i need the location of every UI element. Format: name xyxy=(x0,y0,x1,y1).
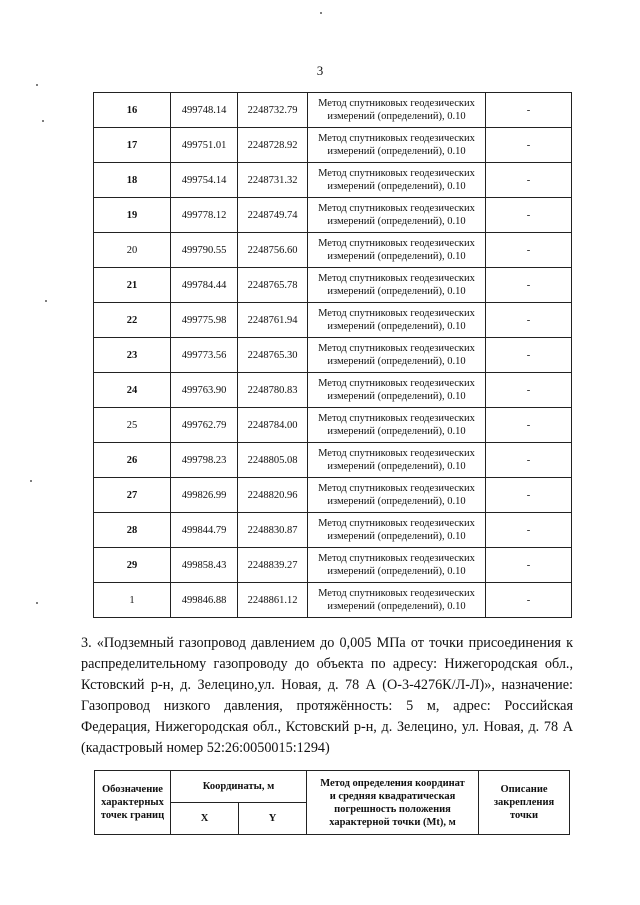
method-line2: измерений (определений), 0.10 xyxy=(327,321,466,332)
x-coordinate-cell: 499798.23 xyxy=(171,443,238,478)
next-table-header xyxy=(94,770,570,835)
method-cell xyxy=(308,198,486,233)
y-coordinate-cell: 2248830.87 xyxy=(238,513,308,548)
y-coordinate-cell: 2248731.32 xyxy=(238,163,308,198)
header-method-line1: Метод определения координат xyxy=(320,777,465,789)
method-line1: Метод спутниковых геодезических xyxy=(318,168,475,179)
method-line1: Метод спутниковых геодезических xyxy=(318,448,475,459)
description-cell: - xyxy=(486,373,572,408)
point-id-cell: 18 xyxy=(94,163,171,198)
y-coordinate-cell: 2248765.78 xyxy=(238,268,308,303)
x-coordinate-cell: 499773.56 xyxy=(171,338,238,373)
method-line1: Метод спутниковых геодезических xyxy=(318,378,475,389)
table-row xyxy=(94,128,572,163)
header-x: X xyxy=(171,803,239,835)
method-line1: Метод спутниковых геодезических xyxy=(318,553,475,564)
scan-speck xyxy=(30,480,32,482)
scan-speck xyxy=(320,12,322,14)
method-line1: Метод спутниковых геодезических xyxy=(318,203,475,214)
method-line2: измерений (определений), 0.10 xyxy=(327,426,466,437)
table-row xyxy=(94,198,572,233)
header-method-line3: погрешность положения xyxy=(334,803,451,815)
x-coordinate-cell: 499844.79 xyxy=(171,513,238,548)
description-cell: - xyxy=(486,513,572,548)
method-cell xyxy=(308,548,486,583)
x-coordinate-cell: 499763.90 xyxy=(171,373,238,408)
coordinates-table xyxy=(93,92,572,618)
table-row xyxy=(94,583,572,618)
y-coordinate-cell: 2248820.96 xyxy=(238,478,308,513)
method-line2: измерений (определений), 0.10 xyxy=(327,251,466,262)
description-cell: - xyxy=(486,338,572,373)
description-cell: - xyxy=(486,268,572,303)
y-coordinate-cell: 2248784.00 xyxy=(238,408,308,443)
table-row xyxy=(94,93,572,128)
y-coordinate-cell: 2248839.27 xyxy=(238,548,308,583)
table-row xyxy=(94,408,572,443)
description-cell: - xyxy=(486,478,572,513)
object-description xyxy=(81,633,573,759)
point-id-cell: 25 xyxy=(94,408,171,443)
table-row xyxy=(94,303,572,338)
x-coordinate-cell: 499784.44 xyxy=(171,268,238,303)
y-coordinate-cell: 2248861.12 xyxy=(238,583,308,618)
y-coordinate-cell: 2248765.30 xyxy=(238,338,308,373)
x-coordinate-cell: 499748.14 xyxy=(171,93,238,128)
header-coordinates: Координаты, м xyxy=(171,771,307,803)
point-id-cell: 28 xyxy=(94,513,171,548)
method-line2: измерений (определений), 0.10 xyxy=(327,286,466,297)
point-id-cell: 16 xyxy=(94,93,171,128)
method-line2: измерений (определений), 0.10 xyxy=(327,216,466,227)
header-point-line1: Обозначение xyxy=(102,784,163,795)
method-cell xyxy=(308,408,486,443)
method-cell xyxy=(308,163,486,198)
scan-speck xyxy=(42,120,44,122)
header-point-designation xyxy=(95,771,171,835)
point-id-cell: 23 xyxy=(94,338,171,373)
x-coordinate-cell: 499790.55 xyxy=(171,233,238,268)
y-coordinate-cell: 2248732.79 xyxy=(238,93,308,128)
method-line1: Метод спутниковых геодезических xyxy=(318,483,475,494)
method-cell xyxy=(308,93,486,128)
method-line2: измерений (определений), 0.10 xyxy=(327,111,466,122)
method-cell xyxy=(308,478,486,513)
method-line2: измерений (определений), 0.10 xyxy=(327,531,466,542)
method-cell xyxy=(308,233,486,268)
method-cell xyxy=(308,373,486,408)
point-id-cell: 24 xyxy=(94,373,171,408)
x-coordinate-cell: 499826.99 xyxy=(171,478,238,513)
x-coordinate-cell: 499846.88 xyxy=(171,583,238,618)
point-id-cell: 27 xyxy=(94,478,171,513)
y-coordinate-cell: 2248749.74 xyxy=(238,198,308,233)
method-cell xyxy=(308,583,486,618)
y-coordinate-cell: 2248780.83 xyxy=(238,373,308,408)
method-line2: измерений (определений), 0.10 xyxy=(327,146,466,157)
description-cell: - xyxy=(486,198,572,233)
method-line1: Метод спутниковых геодезических xyxy=(318,588,475,599)
method-cell xyxy=(308,513,486,548)
x-coordinate-cell: 499762.79 xyxy=(171,408,238,443)
page-number: 3 xyxy=(316,63,324,78)
point-id-cell: 20 xyxy=(94,233,171,268)
description-cell: - xyxy=(486,93,572,128)
header-point-line2: характерных xyxy=(101,797,164,808)
method-line2: измерений (определений), 0.10 xyxy=(327,461,466,472)
method-line1: Метод спутниковых геодезических xyxy=(318,308,475,319)
y-coordinate-cell: 2248728.92 xyxy=(238,128,308,163)
method-cell xyxy=(308,443,486,478)
table-row xyxy=(94,548,572,583)
point-id-cell: 22 xyxy=(94,303,171,338)
header-y: Y xyxy=(239,803,307,835)
header-point-line3: точек границ xyxy=(100,810,165,821)
table-row xyxy=(94,268,572,303)
description-cell: - xyxy=(486,303,572,338)
table-row xyxy=(94,338,572,373)
description-cell: - xyxy=(486,163,572,198)
method-line2: измерений (определений), 0.10 xyxy=(327,181,466,192)
x-coordinate-cell: 499858.43 xyxy=(171,548,238,583)
object-description-text: 3. «Подземный газопровод давлением до 0,005 МПа от точки присоединения к распределительному газопроводу до объекта по адресу: Нижегородская обл., Кстовский р-н, д. Зелецино,ул. Новая, д. 78 А (О-3-4276К/Л-Л)», назначение: Газопровод низкого давления, протяжённость: 5 м, адрес: Российская Федерация, Нижегородская обл., Кстовский р-н, д. Зелецино, ул. Новая, д. 78 А (кадастровый номер 52:26:0050015:1294) xyxy=(81,635,573,756)
header-method-line2: и средняя квадратическая xyxy=(329,790,456,802)
method-line1: Метод спутниковых геодезических xyxy=(318,133,475,144)
description-cell: - xyxy=(486,583,572,618)
y-coordinate-cell: 2248756.60 xyxy=(238,233,308,268)
header-desc-line2: закрепления xyxy=(493,797,555,808)
point-id-cell: 17 xyxy=(94,128,171,163)
scan-speck xyxy=(36,602,38,604)
point-id-cell: 26 xyxy=(94,443,171,478)
description-cell: - xyxy=(486,443,572,478)
header-method-line4: характерной точки (Mt), м xyxy=(329,816,456,828)
x-coordinate-cell: 499778.12 xyxy=(171,198,238,233)
y-coordinate-cell: 2248805.08 xyxy=(238,443,308,478)
method-line2: измерений (определений), 0.10 xyxy=(327,496,466,507)
point-id-cell: 21 xyxy=(94,268,171,303)
description-cell: - xyxy=(486,548,572,583)
method-line1: Метод спутниковых геодезических xyxy=(318,273,475,284)
method-line1: Метод спутниковых геодезических xyxy=(318,413,475,424)
method-line2: измерений (определений), 0.10 xyxy=(327,391,466,402)
method-cell xyxy=(308,128,486,163)
method-line2: измерений (определений), 0.10 xyxy=(327,566,466,577)
x-coordinate-cell: 499775.98 xyxy=(171,303,238,338)
x-coordinate-cell: 499754.14 xyxy=(171,163,238,198)
header-desc-line1: Описание xyxy=(500,784,548,795)
method-line2: измерений (определений), 0.10 xyxy=(327,356,466,367)
table-row xyxy=(94,373,572,408)
method-line1: Метод спутниковых геодезических xyxy=(318,98,475,109)
description-cell: - xyxy=(486,408,572,443)
y-coordinate-cell: 2248761.94 xyxy=(238,303,308,338)
coordinates-table-body xyxy=(94,93,572,618)
method-cell xyxy=(308,338,486,373)
scan-speck xyxy=(36,84,38,86)
header-desc-line3: точки xyxy=(510,810,539,821)
method-line1: Метод спутниковых геодезических xyxy=(318,343,475,354)
point-id-cell: 19 xyxy=(94,198,171,233)
header-description xyxy=(479,771,570,835)
description-cell: - xyxy=(486,233,572,268)
description-cell: - xyxy=(486,128,572,163)
table-row xyxy=(94,513,572,548)
header-method xyxy=(307,771,479,835)
method-cell xyxy=(308,268,486,303)
table-row xyxy=(94,443,572,478)
method-cell xyxy=(308,303,486,338)
point-id-cell: 1 xyxy=(94,583,171,618)
method-line1: Метод спутниковых геодезических xyxy=(318,238,475,249)
method-line2: измерений (определений), 0.10 xyxy=(327,601,466,612)
x-coordinate-cell: 499751.01 xyxy=(171,128,238,163)
table-row xyxy=(94,233,572,268)
table-row xyxy=(94,478,572,513)
scan-speck xyxy=(45,300,47,302)
table-row xyxy=(94,163,572,198)
method-line1: Метод спутниковых геодезических xyxy=(318,518,475,529)
point-id-cell: 29 xyxy=(94,548,171,583)
